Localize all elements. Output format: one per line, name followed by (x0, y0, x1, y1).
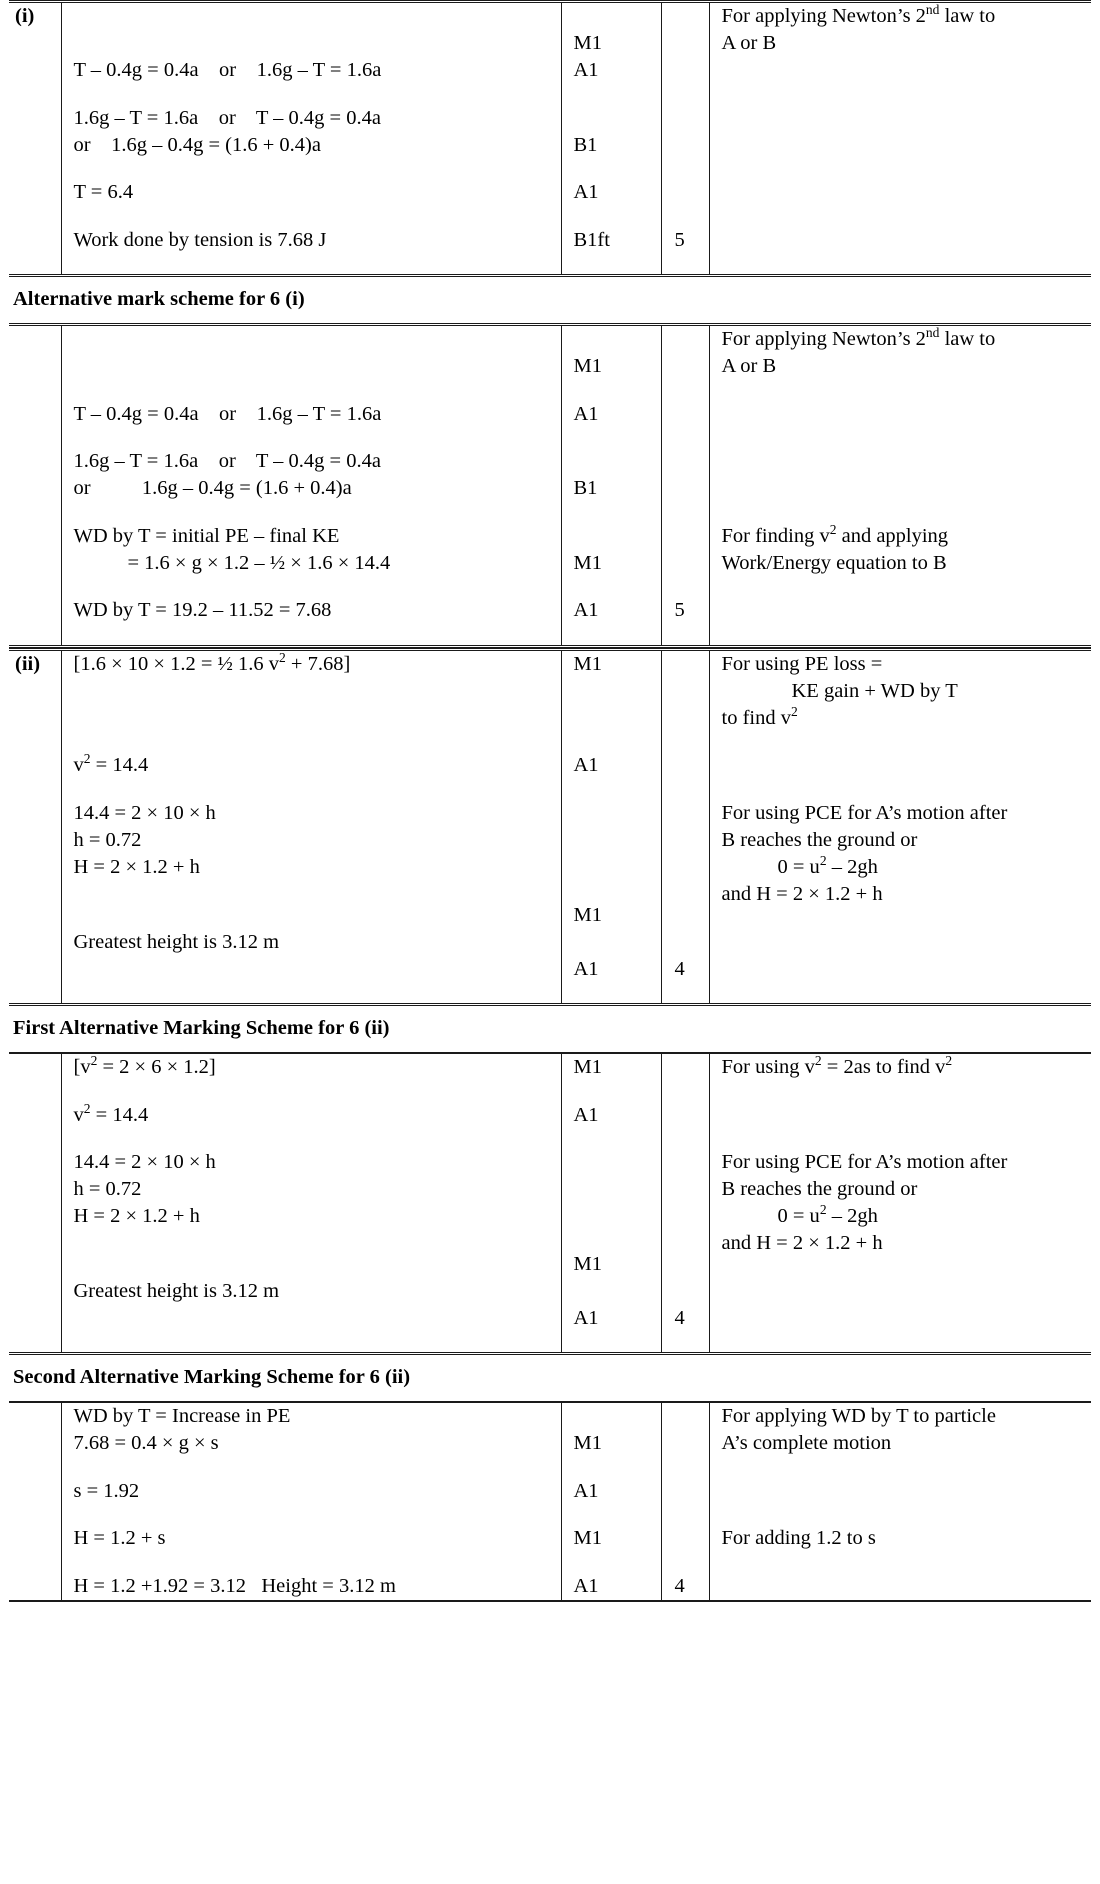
working-cell (61, 1402, 561, 1601)
exponent: 2 (819, 1202, 827, 1218)
working-text: + 7.68] (285, 652, 351, 675)
comment-line: For using PE loss = (721, 652, 883, 675)
comment-cell (709, 649, 1091, 1004)
comment-text: – 2gh (826, 856, 878, 879)
spacer (574, 1552, 661, 1573)
spacer (675, 1081, 709, 1102)
working-line: H = 1.2 +1.92 = 3.12 Height = 3.12 m (73, 1574, 396, 1597)
spacer (74, 84, 561, 105)
spacer (574, 1129, 661, 1150)
blank-line (574, 929, 661, 956)
mark-cell (561, 1402, 661, 1601)
working-cell (61, 2, 561, 276)
blank-line (675, 1430, 709, 1457)
working-line: Greatest height is 3.12 m (73, 930, 280, 953)
mark-code: A1 (573, 754, 599, 777)
blank-line (574, 105, 661, 132)
blank-line (74, 3, 561, 30)
spacer (74, 956, 561, 977)
spacer (574, 1230, 661, 1251)
spacer (74, 1129, 561, 1150)
spacer (574, 159, 661, 180)
comment-text: law to (939, 327, 996, 350)
score-value: 4 (674, 1306, 685, 1329)
mark-code: B1ft (573, 228, 610, 251)
section-title-second-alt-6ii: Second Alternative Marking Scheme for 6 (ii) (13, 1366, 411, 1389)
blank-line (574, 827, 661, 854)
spacer (74, 678, 561, 699)
working-text: = 14.4 (90, 1103, 149, 1126)
score-cell (661, 324, 709, 646)
blank-line (675, 902, 709, 929)
working-cell (61, 1053, 561, 1354)
spacer (74, 624, 561, 645)
mark-code: A1 (573, 402, 599, 425)
mark-code: A1 (573, 957, 599, 980)
comment-text: For applying Newton’s 2 (721, 327, 926, 350)
score-cell (661, 649, 709, 1004)
spacer (722, 732, 1092, 753)
blank-line (675, 651, 709, 678)
mark-code: A1 (573, 599, 599, 622)
exponent: 2 (83, 1100, 91, 1116)
mark-code: M1 (573, 355, 602, 378)
spacer (722, 1081, 1092, 1102)
marking-table-6ii (9, 648, 1091, 1006)
mark-code: M1 (573, 551, 602, 574)
working-line: Greatest height is 3.12 m (73, 1279, 280, 1302)
working-line: Work done by tension is 7.68 J (73, 228, 327, 251)
spacer (574, 577, 661, 598)
mark-cell (561, 649, 661, 1004)
comment-line (722, 1203, 1092, 1230)
comment-line: For using PCE for A’s motion after (721, 802, 1008, 825)
spacer (574, 1457, 661, 1478)
blank-line (722, 448, 1092, 475)
blank-line (574, 1176, 661, 1203)
blank-line (722, 752, 1092, 779)
blank-line (675, 353, 709, 380)
comment-line: B reaches the ground or (721, 1178, 918, 1201)
score-value: 5 (674, 228, 685, 251)
spacer (722, 380, 1092, 401)
spacer (675, 1230, 709, 1251)
spacer (574, 983, 661, 1004)
spacer (675, 577, 709, 598)
table-row (9, 1053, 1091, 1354)
table-row (9, 1402, 1091, 1601)
working-line: 14.4 = 2 × 10 × h (73, 802, 216, 825)
spacer (574, 1332, 661, 1353)
blank-line (675, 105, 709, 132)
comment-line: A or B (721, 32, 777, 55)
spacer (675, 1332, 709, 1353)
comment-line (722, 3, 1092, 30)
comment-text: and applying (836, 524, 949, 547)
blank-line (675, 929, 709, 956)
comment-line (722, 326, 1092, 353)
spacer (722, 1457, 1092, 1478)
comment-line (722, 1054, 1092, 1081)
score-value: 5 (674, 599, 685, 622)
exponent: 2 (945, 1053, 953, 1069)
spacer (722, 1505, 1092, 1526)
working-line: 1.6g – T = 1.6a or T – 0.4g = 0.4a (73, 450, 381, 473)
comment-line: and H = 2 × 1.2 + h (721, 1232, 883, 1255)
working-line: 7.68 = 0.4 × g × s (73, 1432, 219, 1455)
comment-text: to find v (721, 706, 791, 729)
blank-line (675, 1176, 709, 1203)
mark-cell (561, 1053, 661, 1354)
working-line: T = 6.4 (73, 181, 134, 204)
working-line: 14.4 = 2 × 10 × h (73, 1151, 216, 1174)
blank-line (675, 1054, 709, 1081)
spacer (74, 428, 561, 449)
blank-line (74, 725, 561, 752)
blank-line (675, 1102, 709, 1129)
spacer (574, 84, 661, 105)
working-line: h = 0.72 (73, 829, 142, 852)
score-value: 4 (674, 957, 685, 980)
mark-code: M1 (573, 1055, 602, 1078)
part-label (9, 324, 61, 646)
spacer (74, 1552, 561, 1573)
spacer (675, 983, 709, 1004)
spacer (574, 780, 661, 801)
working-line: WD by T = 19.2 – 11.52 = 7.68 (73, 599, 332, 622)
blank-line (574, 725, 661, 752)
blank-line (722, 1102, 1092, 1129)
spacer (675, 624, 709, 645)
table-row (9, 2, 1091, 276)
spacer (574, 678, 661, 699)
comment-text: For using v (721, 1055, 815, 1078)
blank-line (675, 1278, 709, 1305)
blank-line (74, 326, 561, 353)
spacer (675, 428, 709, 449)
spacer (574, 380, 661, 401)
blank-line (675, 698, 709, 725)
working-text: v (73, 754, 84, 777)
spacer (675, 1552, 709, 1573)
working-line: or 1.6g – 0.4g = (1.6 + 0.4)a (73, 133, 321, 156)
mark-code: M1 (573, 1432, 602, 1455)
spacer (675, 254, 709, 275)
score-cell (661, 2, 709, 276)
blank-line (675, 132, 709, 159)
spacer (74, 380, 561, 401)
spacer (574, 502, 661, 523)
blank-line (675, 752, 709, 779)
blank-line (574, 1203, 661, 1230)
comment-line (722, 854, 1092, 881)
working-line: or 1.6g – 0.4g = (1.6 + 0.4)a (73, 477, 352, 500)
blank-line (675, 1478, 709, 1505)
mark-code: B1 (573, 133, 598, 156)
blank-line (675, 827, 709, 854)
working-line: WD by T = Increase in PE (73, 1404, 291, 1427)
working-line (74, 651, 561, 678)
part-label (9, 1053, 61, 1354)
blank-line (675, 550, 709, 577)
working-line: = 1.6 × g × 1.2 – ½ × 1.6 × 14.4 (127, 551, 391, 574)
part-label: (ii) (15, 652, 41, 675)
comment-text: = 2as to find v (821, 1055, 946, 1078)
comment-text: law to (939, 5, 996, 27)
spacer (74, 780, 561, 801)
working-line: H = 1.2 + s (73, 1527, 166, 1550)
mark-cell (561, 2, 661, 276)
spacer (574, 254, 661, 275)
blank-line (675, 800, 709, 827)
blank-line (675, 3, 709, 30)
working-line (74, 752, 561, 779)
spacer (675, 380, 709, 401)
comment-text: For applying Newton’s 2 (721, 5, 926, 27)
blank-line (574, 448, 661, 475)
blank-line (574, 3, 661, 30)
blank-line (74, 353, 561, 380)
comment-cell (709, 324, 1091, 646)
ordinal-suffix: nd (925, 325, 940, 341)
comment-cell (709, 1053, 1091, 1354)
spacer (722, 780, 1092, 801)
mark-code: A1 (573, 1103, 599, 1126)
blank-line (675, 475, 709, 502)
comment-line: A’s complete motion (721, 1432, 892, 1455)
working-line: T – 0.4g = 0.4a or 1.6g – T = 1.6a (73, 402, 382, 425)
comment-line: B reaches the ground or (721, 829, 918, 852)
mark-code: M1 (573, 1527, 602, 1550)
working-text: = 14.4 (90, 754, 149, 777)
blank-line (675, 57, 709, 84)
working-text: [1.6 × 10 × 1.2 = ½ 1.6 v (73, 652, 280, 675)
table-row (9, 324, 1091, 646)
exponent: 2 (814, 1053, 822, 1069)
blank-line (74, 902, 561, 929)
blank-line (675, 401, 709, 428)
marking-table-second-alt-6ii (9, 1401, 1091, 1602)
spacer (74, 881, 561, 902)
mark-code: A1 (573, 1574, 599, 1597)
blank-line (74, 30, 561, 57)
spacer (675, 1457, 709, 1478)
comment-line: and H = 2 × 1.2 + h (721, 883, 883, 906)
blank-line (574, 800, 661, 827)
spacer (675, 84, 709, 105)
spacer (74, 159, 561, 180)
blank-line (675, 725, 709, 752)
marking-table-alt-6i (9, 323, 1091, 648)
spacer (675, 1505, 709, 1526)
comment-text: For finding v (721, 524, 830, 547)
working-line (74, 1102, 561, 1129)
blank-line (675, 854, 709, 881)
comment-text: – 2gh (826, 1205, 878, 1228)
mark-code: A1 (573, 181, 599, 204)
comment-line (722, 705, 1092, 732)
spacer (675, 1129, 709, 1150)
marking-table-first-alt-6ii (9, 1052, 1091, 1355)
exponent: 2 (83, 751, 91, 767)
blank-line (675, 523, 709, 550)
comment-line: For applying WD by T to particle (721, 1404, 996, 1427)
spacer (74, 206, 561, 227)
working-text: v (73, 1103, 84, 1126)
mark-code: B1 (573, 477, 598, 500)
exponent: 2 (819, 853, 827, 869)
working-cell (61, 649, 561, 1004)
blank-line (574, 854, 661, 881)
comment-cell (709, 1402, 1091, 1601)
mark-cell (561, 324, 661, 646)
blank-line (574, 523, 661, 550)
comment-line: Work/Energy equation to B (721, 551, 947, 574)
spacer (74, 1230, 561, 1251)
exponent: 2 (829, 521, 837, 537)
comment-line: A or B (721, 355, 777, 378)
spacer (74, 1457, 561, 1478)
blank-line (574, 1403, 661, 1430)
blank-line (74, 1251, 561, 1278)
blank-line (675, 326, 709, 353)
working-line: T – 0.4g = 0.4a or 1.6g – T = 1.6a (73, 59, 382, 82)
exponent: 2 (279, 650, 286, 666)
blank-line (722, 401, 1092, 428)
spacer (675, 881, 709, 902)
spacer (74, 254, 561, 275)
working-line: H = 2 × 1.2 + h (73, 1205, 200, 1228)
blank-line (574, 1278, 661, 1305)
spacer (675, 206, 709, 227)
section-title-alt-6i: Alternative mark scheme for 6 (i) (13, 288, 305, 311)
working-line: WD by T = initial PE – final KE (73, 524, 340, 547)
mark-code: M1 (573, 32, 602, 55)
spacer (74, 502, 561, 523)
mark-code: M1 (573, 1252, 602, 1275)
spacer (574, 881, 661, 902)
comment-line: KE gain + WD by T (791, 679, 958, 702)
working-line: s = 1.92 (73, 1479, 140, 1502)
blank-line (675, 30, 709, 57)
blank-line (675, 448, 709, 475)
comment-line (722, 523, 1092, 550)
marking-table-6i (9, 0, 1091, 277)
comment-text: 0 = u (777, 856, 820, 879)
blank-line (722, 475, 1092, 502)
blank-line (675, 1525, 709, 1552)
blank-line (574, 326, 661, 353)
blank-line (574, 1149, 661, 1176)
blank-line (675, 1403, 709, 1430)
spacer (722, 428, 1092, 449)
spacer (74, 1305, 561, 1326)
spacer (74, 577, 561, 598)
blank-line (675, 1203, 709, 1230)
spacer (675, 678, 709, 699)
blank-line (675, 1149, 709, 1176)
spacer (74, 1505, 561, 1526)
spacer (722, 502, 1092, 523)
spacer (574, 1081, 661, 1102)
ordinal-suffix: nd (925, 2, 940, 18)
blank-line (722, 1478, 1092, 1505)
comment-text: 0 = u (777, 1205, 820, 1228)
mark-code: A1 (573, 59, 599, 82)
comment-line: For adding 1.2 to s (721, 1527, 876, 1550)
spacer (574, 428, 661, 449)
spacer (574, 206, 661, 227)
score-value: 4 (674, 1574, 685, 1597)
blank-line (675, 179, 709, 206)
score-cell (661, 1402, 709, 1601)
working-cell (61, 324, 561, 646)
working-line: H = 2 × 1.2 + h (73, 856, 200, 879)
spacer (675, 159, 709, 180)
working-line: 1.6g – T = 1.6a or T – 0.4g = 0.4a (73, 106, 381, 129)
section-title-first-alt-6ii: First Alternative Marking Scheme for 6 (ii) (13, 1017, 390, 1040)
comment-line: For using PCE for A’s motion after (721, 1151, 1008, 1174)
working-text: = 2 × 6 × 1.2] (97, 1055, 216, 1078)
exponent: 2 (790, 704, 798, 720)
score-cell (661, 1053, 709, 1354)
mark-code: M1 (573, 652, 602, 675)
spacer (722, 1129, 1092, 1150)
spacer (74, 1081, 561, 1102)
working-line: h = 0.72 (73, 1178, 142, 1201)
spacer (574, 1505, 661, 1526)
comment-cell (709, 2, 1091, 276)
working-text: [v (73, 1055, 91, 1078)
mark-code: A1 (573, 1306, 599, 1329)
table-row (9, 649, 1091, 1004)
mark-code: M1 (573, 903, 602, 926)
spacer (675, 502, 709, 523)
spacer (675, 780, 709, 801)
part-label (9, 1402, 61, 1601)
part-label: (i) (15, 5, 35, 27)
spacer (574, 624, 661, 645)
blank-line (574, 698, 661, 725)
working-line (74, 1054, 561, 1081)
exponent: 2 (90, 1053, 98, 1069)
mark-code: A1 (573, 1479, 599, 1502)
blank-line (675, 1251, 709, 1278)
blank-line (74, 698, 561, 725)
